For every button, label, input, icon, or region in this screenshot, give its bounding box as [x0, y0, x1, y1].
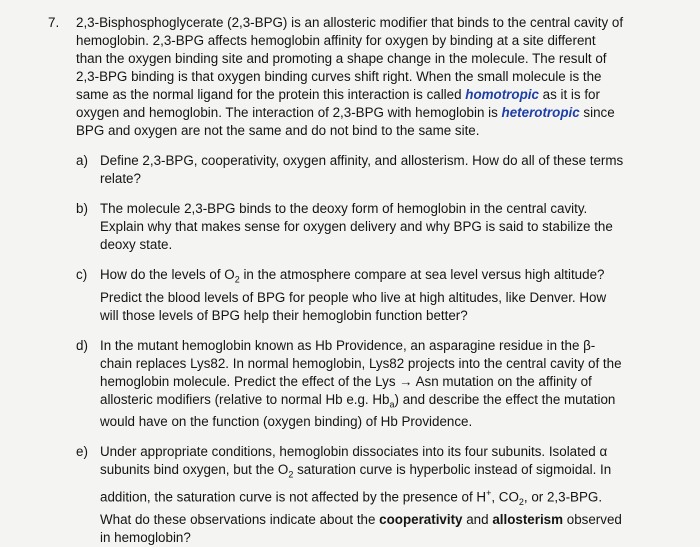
part-line: Explain why that makes sense for oxygen delivery and why BPG is said to stabilize the: [100, 219, 613, 234]
subscript: 2: [518, 497, 524, 508]
text-run: as it is for: [538, 87, 600, 102]
part-label: a): [76, 153, 88, 168]
text-run: , or 2,3-BPG.: [523, 489, 603, 505]
part-line: hemoglobin molecule. Predict the effect of the Lys → Asn mutation on the affinity of: [100, 373, 592, 389]
text-run: since: [579, 105, 615, 120]
part-line: deoxy state.: [100, 237, 173, 252]
text-run: allosteric modifiers (relative to normal Hb e.g. Hb: [100, 391, 390, 407]
part-label: b): [76, 201, 88, 216]
part-line: will those levels of BPG help their hemoglobin function better?: [100, 307, 468, 323]
part-line: The molecule 2,3-BPG binds to the deoxy form of hemoglobin in the central cavity.: [100, 201, 588, 216]
text-run: , CO: [491, 489, 519, 505]
text-run: ) and describe the effect the mutation: [394, 391, 616, 407]
text-run: What do these observations indicate about the: [100, 512, 380, 528]
part-line: [100, 266, 670, 289]
text-run: How do the levels of O: [100, 267, 235, 282]
part-label: c): [76, 267, 88, 282]
part-line: Define 2,3-BPG, cooperativity, oxygen affinity, and allosterism. How do all of these terms: [100, 153, 624, 168]
text-run: subunits bind oxygen, but the O: [100, 462, 289, 478]
part-a: [76, 152, 670, 188]
subscript: a: [389, 399, 395, 410]
question-number: 7.: [48, 15, 60, 30]
intro-line: than the oxygen binding site and promoting a shape change in the molecule. The result of: [76, 51, 607, 66]
text-run: saturation curve is hyperbolic instead of sigmoidal. In: [293, 462, 612, 478]
part-d: [76, 337, 670, 432]
part-line: would have on the function (oxygen binding) of Hb Providence.: [100, 414, 473, 430]
part-line: chain replaces Lys82. In normal hemoglobin, Lys82 projects into the central cavity of the: [100, 355, 622, 371]
term-heterotropic: heterotropic: [501, 105, 580, 120]
part-line: Predict the blood levels of BPG for people who live at high altitudes, like Denver. How: [100, 289, 607, 305]
text-run: and: [462, 512, 493, 528]
intro-line: hemoglobin. 2,3-BPG affects hemoglobin affinity for oxygen by binding at a site different: [76, 33, 596, 48]
part-b: [76, 200, 670, 254]
part-e: [76, 443, 670, 547]
text-run: in the atmosphere compare at sea level versus high altitude?: [239, 267, 605, 282]
part-line: relate?: [100, 171, 141, 186]
intro-line: 2,3-BPG binding is that oxygen binding curves shift right. When the small molecule is the: [76, 69, 602, 84]
part-line: In the mutant hemoglobin known as Hb Providence, an asparagine residue in the β-: [100, 337, 596, 353]
text-run: observed: [563, 512, 622, 528]
term-allosterism: allosterism: [492, 512, 564, 528]
superscript: +: [486, 488, 492, 499]
part-c: [76, 266, 670, 325]
text-run: oxygen and hemoglobin. The interaction of 2,3-BPG with hemoglobin is: [76, 105, 502, 120]
intro-line: [76, 104, 670, 122]
part-label: d): [76, 337, 88, 353]
text-run: addition, the saturation curve is not affected by the presence of H: [100, 489, 487, 505]
intro-line: 2,3-Bisphosphoglycerate (2,3-BPG) is an allosteric modifier that binds to the central cavity of: [76, 15, 624, 30]
part-line: [100, 461, 670, 484]
term-cooperativity: cooperativity: [379, 512, 463, 528]
part-line: Under appropriate conditions, hemoglobin dissociates into its four subunits. Isolated α: [100, 444, 608, 460]
intro-line: BPG and oxygen are not the same and do not bind to the same site.: [76, 123, 480, 138]
text-run: same as the normal ligand for the protein this interaction is called: [76, 87, 466, 102]
part-line: [100, 484, 670, 511]
part-label: e): [76, 444, 88, 460]
term-homotropic: homotropic: [465, 87, 539, 102]
question-intro: [76, 14, 670, 140]
part-line: in hemoglobin?: [100, 530, 191, 546]
part-line: [100, 511, 670, 529]
subscript: 2: [288, 470, 294, 481]
part-line: [100, 391, 670, 414]
subscript: 2: [234, 274, 240, 285]
intro-line: [76, 86, 670, 104]
